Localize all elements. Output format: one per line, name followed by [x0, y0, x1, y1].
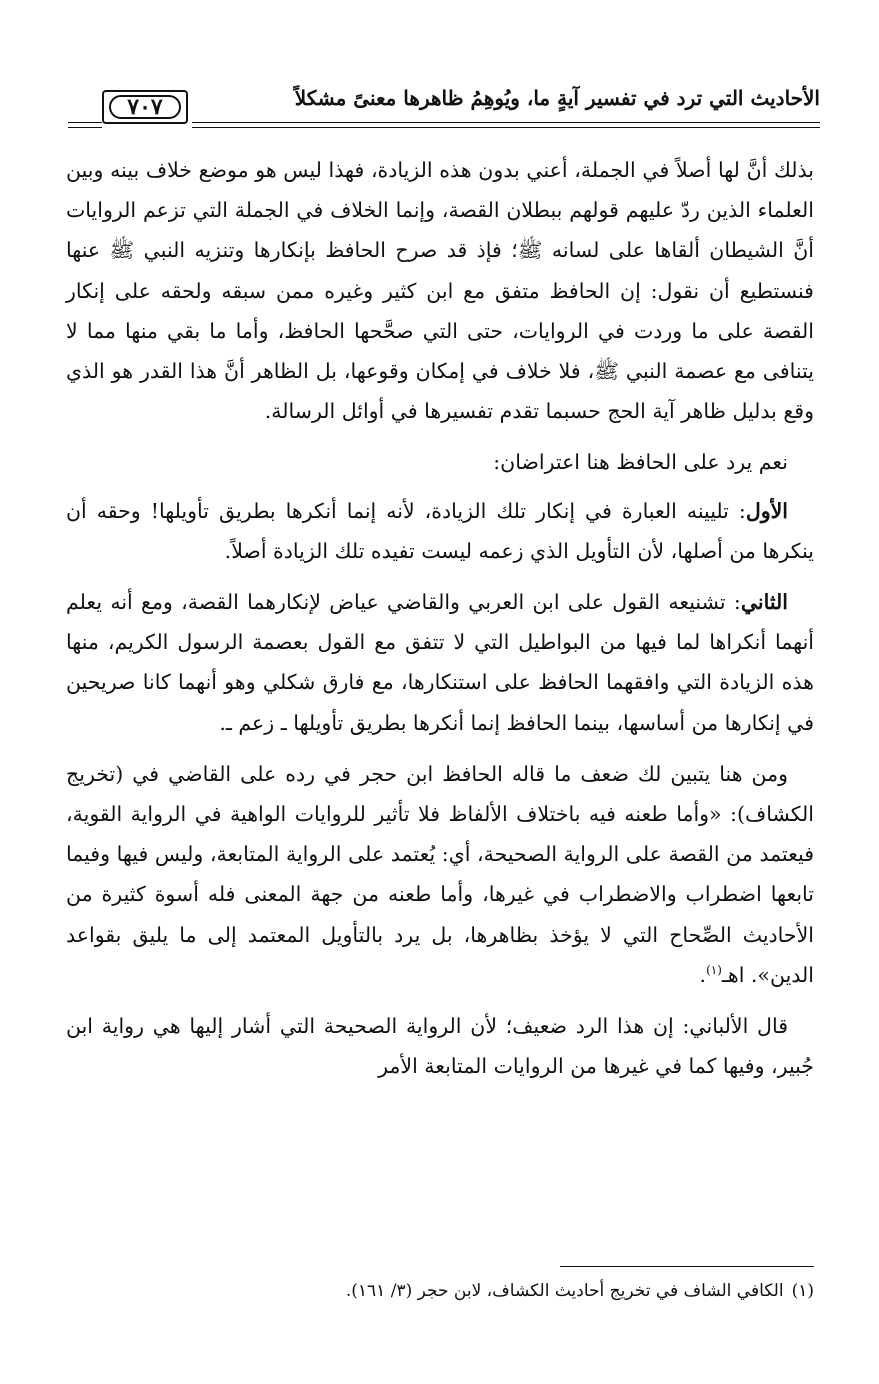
- running-header-title: الأحاديث التي ترد في تفسير آيةٍ ما، ويُوهِمُ ظاهرها معنىً مشكلاً: [294, 86, 820, 110]
- paragraph-lead: الأول: [745, 498, 788, 523]
- header-rule-left-lower: [68, 127, 102, 128]
- footnote-reference[interactable]: (١): [706, 963, 722, 978]
- paragraph: [66, 150, 814, 431]
- header-rule-left-upper: [68, 122, 102, 123]
- page-number-badge: [102, 90, 188, 124]
- running-header: [68, 86, 820, 130]
- header-rule-lower: [192, 127, 820, 128]
- paragraph-text: ومن هنا يتبين لك ضعف ما قاله الحافظ ابن حجر في رده على القاضي في (تخريج الكشاف): «وأما طعنه فيه باختلاف الألفاظ فلا تأثير للروايات الواهية في الرواية القوية، فيعتمد من القصة على الرواية الصحيحة، أي: يُعتمد على الرواية المتابعة، وليس فيها وفيما تابعها اضطراب والاضطراب في غيرها، وأما طعنه من جهة المعنى فله أسوة كثيرة من الأحاديث الصِّحاح التي لا يؤخذ بظاهرها، بل يرد بالتأويل المعتمد إلى ما يليق بقواعد الدين». اهـ: [66, 761, 814, 987]
- footnote-separator: [560, 1266, 814, 1267]
- header-rule-upper: [192, 122, 820, 123]
- paragraph-text: : تليينه العبارة في إنكار تلك الزيادة، لأنه إنما أنكرها بطريق تأويلها! وحقه أن ينكرها من أصلها، لأن التأويل الذي زعمه ليست تفيده تلك الزيادة أصلاً.: [66, 498, 814, 563]
- paragraph-text: نعم يرد على الحافظ هنا اعتراضان:: [493, 450, 788, 475]
- paragraph: [66, 1006, 814, 1086]
- page-number: ٧٠٧: [109, 95, 181, 119]
- footnote: [66, 1276, 814, 1306]
- paragraph-second-objection: [66, 582, 814, 743]
- paragraph: [66, 442, 814, 482]
- footnote-text: الكافي الشاف في تخريج أحاديث الكشاف، لابن حجر (٣/ ١٦١).: [345, 1281, 784, 1301]
- paragraph-tail: .: [699, 962, 707, 987]
- paragraph-text: : تشنيعه القول على ابن العربي والقاضي عياض لإنكارهما القصة، ومع أنه يعلم أنهما أنكراها لما فيها من البواطيل التي لا تتفق مع القول بعصمة الرسول الكريم، منها هذه الزيادة التي وافقهما الحافظ على استنكارها، مع فارق شكلي وهو أنهما كانا صريحين في إنكارها من أساسها، بينما الحافظ إنما أنكرها بطريق تأويلها ـ زعم ـ.: [66, 590, 814, 735]
- footnote-number: (١): [791, 1281, 814, 1301]
- paragraph-first-objection: [66, 491, 814, 571]
- paragraph-quotation: [66, 754, 814, 995]
- paragraph-text: قال الألباني: إن هذا الرد ضعيف؛ لأن الرواية الصحيحة التي أشار إليها هي رواية ابن جُبير، وفيها كما في غيرها من الروايات المتابعة الأمر: [66, 1014, 814, 1079]
- main-text: [66, 150, 814, 1097]
- paragraph-lead: الثاني: [740, 590, 788, 615]
- paragraph-text: بذلك أنَّ لها أصلاً في الجملة، أعني بدون هذه الزيادة، فهذا ليس هو موضع خلاف بينه وبين العلماء الذين ردّ عليهم قولهم ببطلان القصة، وإنما الخلاف في الجملة التي تزعم الروايات أنَّ الشيطان ألقاها على لسانه ﷺ؛ فإذ قد صرح الحافظ بإنكارها وتنزيه النبي ﷺ عنها فنستطيع أن نقول: إن الحافظ متفق مع ابن كثير وغيره ممن سبقه ولحقه على إنكار القصة على ما وردت في الروايات، حتى التي صحَّحها الحافظ، وأما ما بقي منها مما لا يتنافى مع عصمة النبي ﷺ، فلا خلاف في إمكان وقوعها، بل الظاهر أنَّ هذا القدر هو الذي وقع بدليل ظاهر آية الحج حسبما تقدم تفسيرها في أوائل الرسالة.: [66, 158, 814, 424]
